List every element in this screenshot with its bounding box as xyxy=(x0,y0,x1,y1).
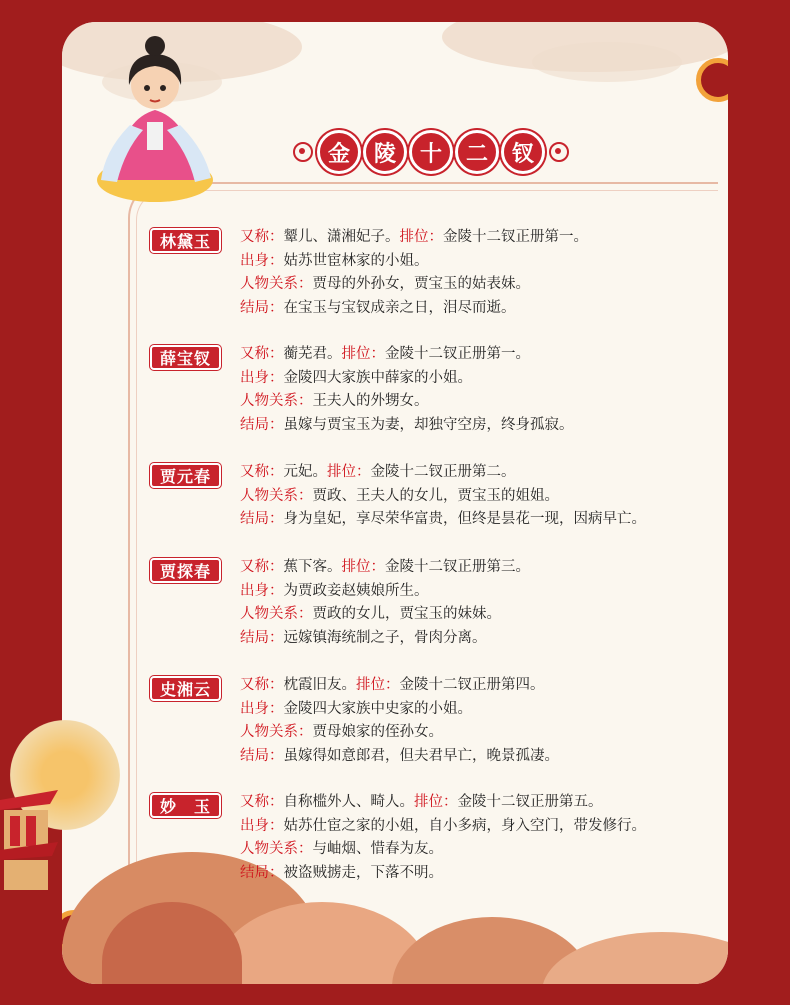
name-badge: 史湘云 xyxy=(150,676,221,701)
entry-details xyxy=(240,556,530,651)
title-ornament xyxy=(549,142,569,162)
alias-label: 又称： xyxy=(240,677,284,693)
entry-details xyxy=(240,674,559,769)
origin-line xyxy=(240,250,588,274)
origin-value: 姑苏世宦林家的小姐。 xyxy=(283,252,429,269)
relation-label: 人物关系： xyxy=(240,841,313,858)
title-char: 钗 xyxy=(501,130,545,174)
binder-ring xyxy=(696,58,728,102)
fate-label: 结局： xyxy=(240,300,284,317)
page-title xyxy=(290,123,572,181)
relation-label: 人物关系： xyxy=(240,724,313,741)
alias-label: 又称： xyxy=(240,346,284,362)
title-char: 陵 xyxy=(363,130,407,174)
character-illustration xyxy=(95,30,215,205)
alias-line xyxy=(240,556,530,580)
name-badge: 妙 玉 xyxy=(150,793,221,818)
relation-value: 贾政、王夫人的女儿，贾宝玉的姐姐。 xyxy=(312,487,559,504)
fate-value: 虽嫁得如意郎君，但夫君早亡，晚景孤凄。 xyxy=(283,748,559,765)
fate-label: 结局： xyxy=(240,511,284,528)
title-char: 金 xyxy=(317,130,361,174)
rank-value: 金陵十二钗正册第三。 xyxy=(385,559,530,575)
relation-value: 贾母娘家的侄孙女。 xyxy=(312,724,443,741)
origin-value: 金陵四大家族中史家的小姐。 xyxy=(283,700,472,717)
fate-line xyxy=(240,627,530,651)
name-badge: 贾元春 xyxy=(150,463,221,488)
origin-label: 出身： xyxy=(240,252,284,269)
relation-line xyxy=(240,485,646,509)
fate-label: 结局： xyxy=(240,748,284,765)
fate-line xyxy=(240,745,559,769)
alias-value: 蕉下客。 xyxy=(283,559,342,575)
alias-value: 枕霞旧友。 xyxy=(283,677,356,693)
origin-line xyxy=(240,815,646,839)
rank-label: 排位： xyxy=(399,229,443,245)
alias-value: 蘅芜君。 xyxy=(283,346,342,362)
alias-line xyxy=(240,343,574,367)
fate-line xyxy=(240,297,588,321)
relation-line xyxy=(240,721,559,745)
rank-value: 金陵十二钗正册第一。 xyxy=(385,346,530,362)
origin-value: 金陵四大家族中薛家的小姐。 xyxy=(283,369,472,386)
rank-label: 排位： xyxy=(341,346,385,362)
fate-line xyxy=(240,862,646,886)
fate-value: 在宝玉与宝钗成亲之日，泪尽而逝。 xyxy=(283,300,516,317)
alias-value: 自称槛外人、畸人。 xyxy=(283,794,414,810)
cloud-decoration xyxy=(532,42,682,82)
rank-value: 金陵十二钗正册第五。 xyxy=(457,794,603,810)
entry-details xyxy=(240,343,574,438)
relation-value: 王夫人的外甥女。 xyxy=(312,393,429,410)
fate-line xyxy=(240,414,574,438)
fate-label: 结局： xyxy=(240,630,284,647)
alias-label: 又称： xyxy=(240,229,284,245)
alias-line xyxy=(240,226,588,250)
title-char: 二 xyxy=(455,130,499,174)
title-ornament xyxy=(293,142,313,162)
rank-label: 排位： xyxy=(341,559,385,575)
fate-value: 远嫁镇海统制之子，骨肉分离。 xyxy=(283,630,487,647)
origin-label: 出身： xyxy=(240,369,284,386)
alias-value: 元妃。 xyxy=(283,464,327,480)
alias-value: 颦儿、潇湘妃子。 xyxy=(283,229,400,245)
relation-label: 人物关系： xyxy=(240,276,313,293)
rank-value: 金陵十二钗正册第一。 xyxy=(443,229,588,245)
alias-line xyxy=(240,791,646,815)
name-badge: 林黛玉 xyxy=(150,228,221,253)
relation-line xyxy=(240,390,574,414)
origin-label: 出身： xyxy=(240,700,284,717)
fate-label: 结局： xyxy=(240,417,284,434)
fate-value: 虽嫁与贾宝玉为妻，却独守空房，终身孤寂。 xyxy=(283,417,574,434)
origin-line xyxy=(240,698,559,722)
alias-line xyxy=(240,674,559,698)
origin-value: 为贾政妾赵姨娘所生。 xyxy=(283,582,429,599)
rank-value: 金陵十二钗正册第二。 xyxy=(370,464,516,480)
fate-label: 结局： xyxy=(240,865,284,882)
relation-label: 人物关系： xyxy=(240,487,313,504)
rank-label: 排位： xyxy=(356,677,400,693)
entry-details xyxy=(240,461,646,532)
relation-line xyxy=(240,273,588,297)
entry-details xyxy=(240,791,646,886)
relation-line xyxy=(240,838,646,862)
origin-label: 出身： xyxy=(240,817,284,834)
alias-line xyxy=(240,461,646,485)
alias-label: 又称： xyxy=(240,464,284,480)
fate-value: 被盗贼掳走，下落不明。 xyxy=(283,865,443,882)
origin-label: 出身： xyxy=(240,582,284,599)
relation-line xyxy=(240,603,530,627)
rank-label: 排位： xyxy=(327,464,371,480)
relation-value: 贾母的外孙女，贾宝玉的姑表妹。 xyxy=(312,276,530,293)
origin-value: 姑苏仕宦之家的小姐，自小多病，身入空门，带发修行。 xyxy=(283,817,646,834)
fate-line xyxy=(240,508,646,532)
relation-label: 人物关系： xyxy=(240,606,313,623)
title-char: 十 xyxy=(409,130,453,174)
origin-line xyxy=(240,367,574,391)
name-badge: 贾探春 xyxy=(150,558,221,583)
alias-label: 又称： xyxy=(240,559,284,575)
rank-value: 金陵十二钗正册第四。 xyxy=(399,677,545,693)
pavilion-illustration xyxy=(0,770,60,890)
fate-value: 身为皇妃，享尽荣华富贵，但终是昙花一现，因病早亡。 xyxy=(283,511,646,528)
relation-value: 与岫烟、惜春为友。 xyxy=(312,841,443,858)
alias-label: 又称： xyxy=(240,794,284,810)
entry-details xyxy=(240,226,588,321)
name-badge: 薛宝钗 xyxy=(150,345,221,370)
origin-line xyxy=(240,580,530,604)
relation-label: 人物关系： xyxy=(240,393,313,410)
rank-label: 排位： xyxy=(414,794,458,810)
relation-value: 贾政的女儿，贾宝玉的妹妹。 xyxy=(312,606,501,623)
